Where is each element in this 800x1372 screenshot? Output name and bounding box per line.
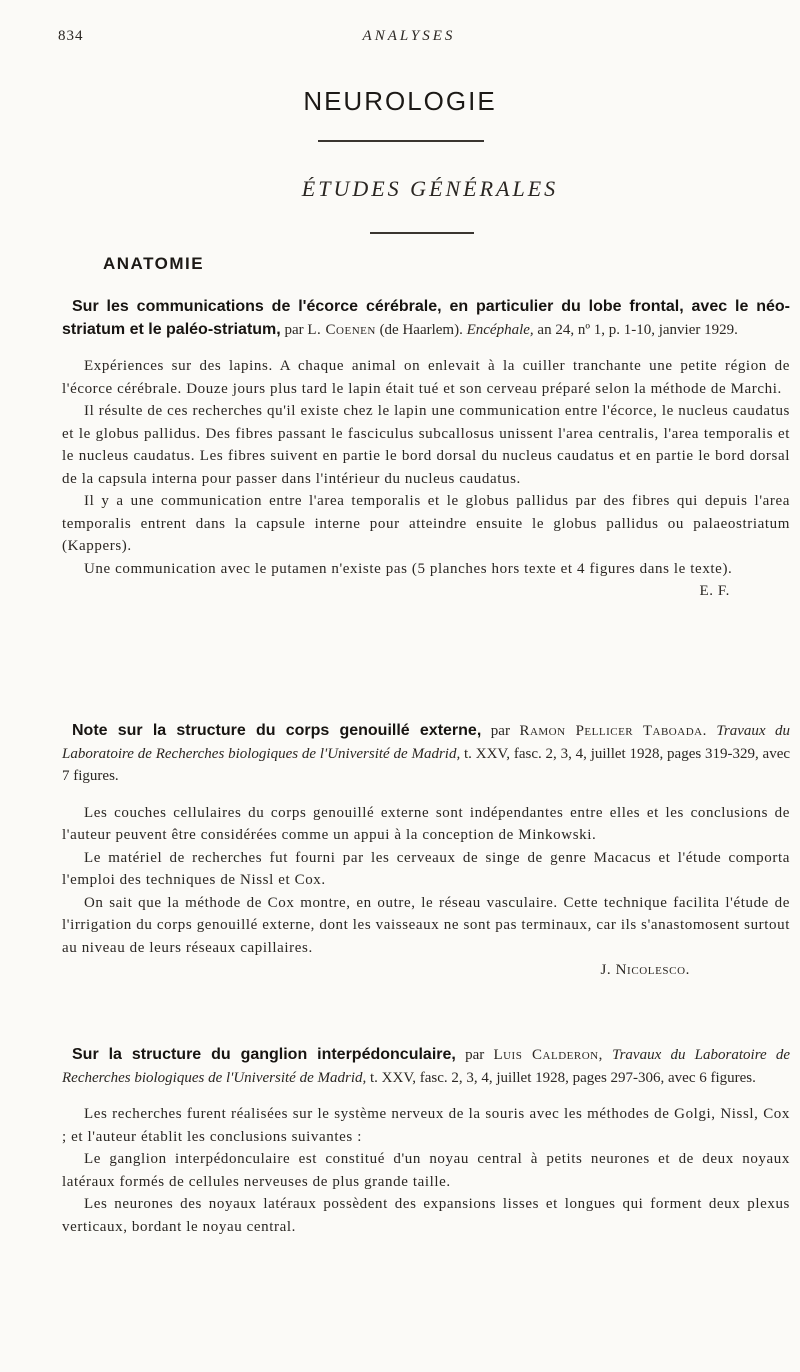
paragraph: Les couches cellulaires du corps genouillé externe sont indépendantes entre elles et les conclusions de l'auteur peuvent être considérées comme un appui à la conception de Minkowski. (62, 804, 790, 843)
rubric-heading: ANATOMIE (103, 254, 205, 273)
article-journal: Travaux du Laboratoire de Recherches biologiques de l'Université de Madrid, (62, 723, 791, 762)
article-author: Ramon Pellicer Taboada. (519, 723, 707, 739)
paragraph-text: Une communication avec le putamen n'existe pas (5 planches hors texte et 4 figures dans le texte). (84, 560, 733, 577)
paragraph (62, 558, 790, 599)
article-journal: Travaux du Laboratoire de Recherches biologiques de l'Université de Madrid, (62, 1047, 791, 1086)
running-header (58, 28, 760, 50)
paragraph: Les neurones des noyaux latéraux possèdent des expansions lisses et longues qui forment deux plexus verticaux, bordant le noyau central. (62, 1196, 790, 1235)
paragraph: Expériences sur des lapins. A chaque animal on enlevait à la cuiller tranchante une petite région de l'écorce cérébrale. Douze jours plus tard le lapin était tué et son cerveau préparé selon la méthode de Marchi. (62, 358, 790, 397)
article-journal: Encéphale, (466, 321, 534, 338)
article-body (62, 355, 790, 599)
article-heading (62, 296, 790, 341)
article-title: Note sur la structure du corps genouillé externe, (72, 722, 482, 739)
article-title: Sur les communications de l'écorce cérébrale, en particulier du lobe frontal, avec le néo-striatum et le paléo-striatum, (62, 298, 790, 338)
article (62, 720, 790, 982)
article (62, 1044, 790, 1238)
article-author: L. Coenen (307, 321, 376, 338)
article-by: par (490, 723, 510, 739)
running-title: ANALYSES (362, 28, 456, 44)
section-title: NEUROLOGIE (303, 86, 497, 116)
article-by: par (284, 321, 304, 338)
subsection-title: ÉTUDES GÉNÉRALES (301, 176, 559, 201)
article-title: Sur la structure du ganglion interpédonculaire, (72, 1046, 456, 1063)
article-body (62, 1103, 790, 1238)
divider-rule (370, 232, 474, 234)
article-author-place: (de Haarlem). (379, 321, 463, 338)
article-body (62, 802, 790, 982)
paragraph: Le ganglion interpédonculaire est constitué d'un noyau central à petits neurones et de deux noyaux latéraux formés de cellules nerveuses de plus grande taille. (62, 1151, 790, 1190)
page-number: 834 (58, 28, 84, 44)
article-heading (62, 720, 790, 788)
article-heading (62, 1044, 790, 1089)
signature: J. Nicolesco. (600, 962, 690, 978)
article-citation: t. XXV, fasc. 2, 3, 4, juillet 1928, pages 319-329, avec 7 figures. (62, 745, 791, 784)
signature: E. F. (699, 583, 730, 599)
article-author: Luis Calderon, (493, 1047, 603, 1063)
article-by: par (465, 1047, 485, 1063)
article (62, 296, 790, 603)
paragraph: On sait que la méthode de Cox montre, en outre, le réseau vasculaire. Cette technique facilita l'étude de l'irrigation du corps genouillé externe, dont les vaisseaux ne sont pas terminaux, car ils s'anastomosent surtout au niveau de leurs réseaux capillaires. (62, 894, 790, 956)
divider-rule (318, 140, 484, 142)
article-citation: an 24, nº 1, p. 1-10, janvier 1929. (537, 321, 738, 338)
paragraph: Les recherches furent réalisées sur le système nerveux de la souris avec les méthodes de Golgi, Nissl, Cox ; et l'auteur établit les conclusions suivantes : (62, 1106, 790, 1145)
article-citation: t. XXV, fasc. 2, 3, 4, juillet 1928, pages 297-306, avec 6 figures. (370, 1069, 756, 1086)
paragraph: Il y a une communication entre l'area temporalis et le globus pallidus par des fibres qui depuis l'area temporalis entrent dans la capsule interne pour atteindre ensuite le globus pallidus ou palaeostriatum (Kappers). (62, 493, 790, 554)
paragraph: Le matériel de recherches fut fourni par les cerveaux de singe de genre Macacus et l'étude comporta l'emploi des techniques de Nissl et Cox. (62, 849, 790, 888)
paragraph: Il résulte de ces recherches qu'il existe chez le lapin une communication entre l'écorce, le nucleus caudatus et le globus pallidus. Des fibres passant le fasciculus subcallosus unissent l'area centralis, l'area temporalis et le nucleus caudatus. Les fibres suivent en partie le bord dorsal du nucleus caudatus et en partie le bord dorsal de la capsula interna pour passer dans l'intérieur du nucleus caudatus. (62, 403, 790, 487)
